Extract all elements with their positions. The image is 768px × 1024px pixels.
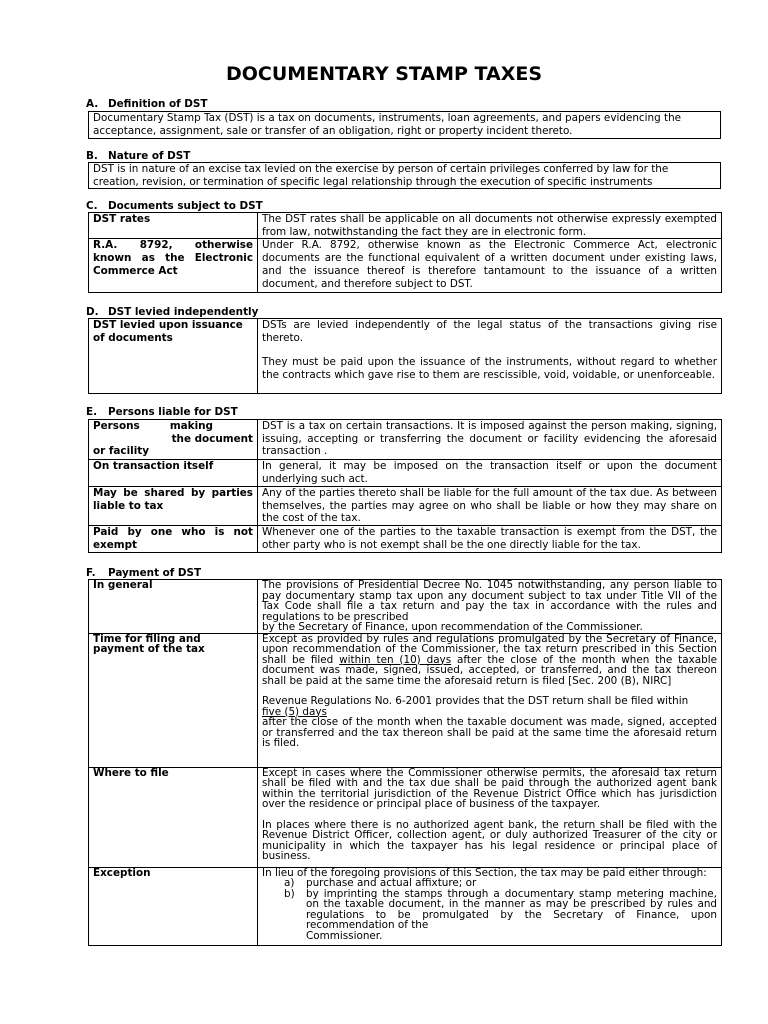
- section-c-title: Documents subject to DST: [108, 200, 263, 212]
- table-row: [89, 633, 722, 767]
- row-value: Under R.A. 8792, otherwise known as the Electronic Commerce Act, electronic documents are the functional equivalent of a written document under existing laws, and the issuance thereof is therefore tantamount to the issuance of a written document, and therefore subject to DST.: [258, 239, 722, 293]
- general-text-1: The provisions of Presidential Decree No. 1045 notwithstanding, any person liable to pay documentary stamp tax upon any document subject to tax under Title VII of the Tax Code shall file a tax return and pay the tax in accordance with the rules and regulations to be prescribed: [262, 579, 717, 623]
- section-e-heading: [86, 406, 238, 419]
- row-label-part: the document: [171, 432, 253, 445]
- section-a-letter: A.: [86, 98, 99, 110]
- table-row: [89, 213, 722, 239]
- list-item: [262, 889, 717, 942]
- row-label: Time for filing and payment of the tax: [89, 633, 258, 767]
- section-c-letter: C.: [86, 200, 98, 212]
- section-a-text: Documentary Stamp Tax (DST) is a tax on documents, instruments, loan agreements, and papers evidencing the acceptance, assignment, sale or transfer of an obligation, right or property incident thereto.: [93, 112, 682, 137]
- section-b-text: DST is in nature of an excise tax levied on the exercise by person of certain privileges conferred by law for the creation, revision, or termination of specific legal relationship through the execution of specific instruments: [93, 163, 669, 188]
- row-value: [258, 580, 722, 634]
- table-row: [89, 487, 722, 526]
- list-text: purchase and actual affixture; or: [306, 877, 477, 889]
- table-row: [89, 239, 722, 293]
- row-value: [258, 633, 722, 767]
- row-value: [258, 867, 722, 945]
- row-label: On transaction itself: [89, 460, 258, 487]
- section-d-heading: [86, 306, 258, 319]
- row-label: May be shared by parties liable to tax: [89, 487, 258, 526]
- table-row: [89, 460, 722, 487]
- row-label-part: or facility: [93, 445, 149, 458]
- section-d-letter: D.: [86, 306, 99, 318]
- row-label: Paid by one who is not exempt: [89, 526, 258, 553]
- section-f-table: [88, 579, 722, 946]
- time-text-2-underlined: five (5) days: [262, 705, 327, 718]
- general-text-2: by the Secretary of Finance, upon recommendation of the Commissioner.: [262, 621, 643, 633]
- table-row: [89, 867, 722, 945]
- section-d-paragraph-2: They must be paid upon the issuance of the instruments, without regard to whether the contracts which gave rise to them are rescissible, void, voidable, or unenforceable.: [262, 356, 717, 382]
- section-d-table: [88, 318, 722, 394]
- row-value: [258, 319, 722, 394]
- section-c-heading: [86, 200, 263, 213]
- row-value: Whenever one of the parties to the taxable transaction is exempt from the DST, the other party who is not exempt shall be the one directly liable for the tax.: [258, 526, 722, 553]
- row-label: R.A. 8792, otherwise known as the Electronic Commerce Act: [89, 239, 258, 293]
- row-label-part: Persons: [93, 420, 140, 432]
- table-row: [89, 580, 722, 634]
- section-e-title: Persons liable for DST: [108, 406, 238, 418]
- section-d-paragraph-1: DSTs are levied independently of the legal status of the transactions giving rise thereto.: [262, 319, 717, 344]
- section-b-heading: [86, 150, 190, 163]
- time-text-1b: after the close of the month when the taxable document was made, signed, issued, accepted, or transferred, and the tax thereon shall be paid at the same time the aforesaid return is filed [Sec. 200 (B), NIRC]: [262, 653, 717, 687]
- row-label: In general: [89, 580, 258, 634]
- time-text-2b: after the close of the month when the taxable document was made, signed, accepted or transferred and the tax thereon shall be paid at the same time the aforesaid return is filed.: [262, 716, 717, 749]
- row-value: The DST rates shall be applicable on all documents not otherwise expressly exempted from law, notwithstanding the fact they are in electronic form.: [258, 213, 722, 239]
- section-a-title: Definition of DST: [108, 98, 208, 110]
- section-b-letter: B.: [86, 150, 98, 162]
- row-label: DST rates: [89, 213, 258, 239]
- section-b-box: [88, 162, 721, 189]
- table-row: [89, 526, 722, 553]
- section-a-heading: [86, 98, 208, 111]
- section-a-box: [88, 111, 721, 139]
- list-text: by imprinting the stamps through a documentary stamp metering machine, on the taxable document, in the manner as may be prescribed by rules and regulations to be promulgated by the Secretary of Finance, upon recommendation of the: [306, 887, 717, 931]
- list-item: [262, 878, 717, 889]
- row-value: DST is a tax on certain transactions. It is imposed against the person making, signing, issuing, accepting or transferring the document or facility evidencing the aforesaid transaction .: [258, 420, 722, 460]
- table-row: [89, 319, 722, 394]
- where-text-1: Except in cases where the Commissioner otherwise permits, the aforesaid tax return shall be filed with and the tax due shall be paid through the authorized agent bank within the territorial jurisdiction of the Revenue District Office which has jurisdiction over the residence or principal place of business of the taxpayer.: [262, 766, 717, 810]
- row-label: [89, 420, 258, 460]
- where-text-2: In places where there is no authorized agent bank, the return shall be filed with the Revenue District Officer, collection agent, or duly authorized Treasurer of the city or municipality in which the taxpayer has his legal residence or principal place of business.: [262, 818, 717, 862]
- row-label: Where to file: [89, 767, 258, 867]
- time-text-1-underlined: within ten (10) days: [339, 653, 452, 666]
- row-value: Any of the parties thereto shall be liable for the full amount of the tax due. As between themselves, the parties may agree on who shall be liable or how they may share on the cost of the tax.: [258, 487, 722, 526]
- section-f-title: Payment of DST: [108, 567, 202, 579]
- section-b-title: Nature of DST: [108, 150, 191, 162]
- list-text: Commissioner.: [306, 929, 383, 942]
- section-f-heading: [86, 567, 201, 580]
- time-text-1a: Except as provided by rules and regulations promulgated by the Secretary of Finance, upon recommendation of the Commissioner, the tax return prescribed in this Section shall be filed: [262, 632, 717, 666]
- time-text-2a: Revenue Regulations No. 6-2001 provides that the DST return shall be filed within: [262, 695, 689, 707]
- row-value: In general, it may be imposed on the transaction itself or upon the document underlying such act.: [258, 460, 722, 487]
- section-e-table: [88, 419, 722, 553]
- row-label: DST levied upon issuance of documents: [89, 319, 258, 394]
- table-row: [89, 420, 722, 460]
- section-f-letter: F.: [86, 567, 96, 579]
- section-e-letter: E.: [86, 406, 98, 418]
- exception-intro: In lieu of the foregoing provisions of this Section, the tax may be paid either through:: [262, 866, 707, 879]
- table-row: [89, 767, 722, 867]
- row-value: [258, 767, 722, 867]
- section-d-title: DST levied independently: [108, 306, 259, 318]
- section-c-table: [88, 212, 722, 293]
- list-marker: a): [284, 877, 295, 889]
- row-label-part: making: [169, 420, 213, 432]
- row-label: Exception: [89, 867, 258, 945]
- list-marker: b): [284, 887, 295, 900]
- page-title: DOCUMENTARY STAMP TAXES: [225, 63, 543, 85]
